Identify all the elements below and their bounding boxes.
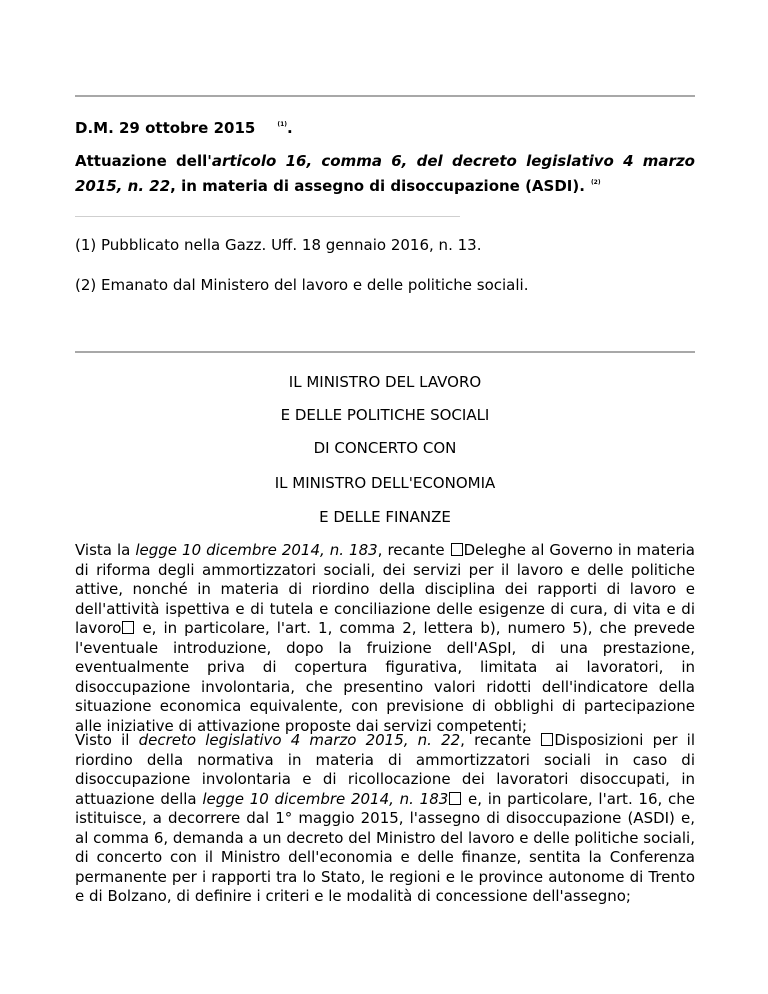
preamble-heading-line: IL MINISTRO DELL'ECONOMIA xyxy=(274,474,496,492)
preamble-paragraph-2: Visto il decreto legislativo 4 marzo 2015, n. 22, recante Disposizioni per il riordino della normativa in materia di ammortizzatori sociali in caso di disoccupazione involontaria e di ricollocazione dei lavoratori disoccupati, in attuazione della legge 10 dicembre 2014, n. 183 e, in particolare, l'art. 16, che istituisce, a decorrere dal 1° maggio 2015, l'assegno di disoccupazione (ASDI) e, al comma 6, demanda a un decreto del Ministro del lavoro e delle politiche sociali, di concerto con il Ministro dell'economia e delle finanze, sentita la Conferenza permanente per i rapporti tra lo Stato, le regioni e le province autonome di Trento e di Bolzano, di definire i criteri e le modalità di concessione dell'assegno; xyxy=(75,731,696,905)
document-title: D.M. 29 ottobre 2015 $^{(1)}$. xyxy=(75,119,293,137)
missing-glyph-icon xyxy=(122,621,134,634)
subtitle-law-link[interactable]: articolo 16, comma 6, del decreto legislativo 4 marzo 2015, n. 22 xyxy=(75,152,695,195)
document-subtitle: Attuazione dell'articolo 16, comma 6, del decreto legislativo 4 marzo 2015, n. 22, in materia di assegno di disoccupazione (ASDI). $^{(2)}$ xyxy=(75,152,695,195)
preamble-heading-line: IL MINISTRO DEL LAVORO xyxy=(288,373,482,391)
notes-divider xyxy=(75,216,460,217)
preamble-paragraph-1: Vista la legge 10 dicembre 2014, n. 183, recante Deleghe al Governo in materia di riforma degli ammortizzatori sociali, dei servizi per il lavoro e delle politiche attive, nonché in materia di riordino della disciplina dei rapporti di lavoro e dell'attività ispettiva e di tutela e conciliazione delle esigenze di cura, di vita e di lavoro e, in particolare, l'art. 1, comma 2, lettera b), numero 5), che prevede l'eventuale introduzione, dopo la fruizione dell'ASpI, di una prestazione, eventualmente priva di copertura figurativa, limitata ai lavoratori, in disoccupazione involontaria, che presentino valori ridotti dell'indicatore della situazione economica equivalente, con previsione di obblighi di partecipazione alle iniziative di attivazione proposte dai servizi competenti; xyxy=(75,541,695,735)
law-link[interactable]: legge 10 dicembre 2014, n. 183 xyxy=(135,541,378,559)
note-ref-1[interactable]: (1) xyxy=(277,121,287,128)
missing-glyph-icon xyxy=(541,733,553,746)
footnote-1: (1) Pubblicato nella Gazz. Uff. 18 gennaio 2016, n. 13. xyxy=(75,236,482,254)
footnote-2: (2) Emanato dal Ministero del lavoro e delle politiche sociali. xyxy=(75,276,529,294)
law-link[interactable]: decreto legislativo 4 marzo 2015, n. 22 xyxy=(138,731,461,749)
note-ref-2[interactable]: (2) xyxy=(590,179,601,186)
preamble-heading-line: E DELLE POLITICHE SOCIALI xyxy=(280,406,490,424)
missing-glyph-icon xyxy=(451,543,463,556)
missing-glyph-icon xyxy=(449,792,461,805)
section-divider xyxy=(75,351,695,353)
preamble-heading-line: E DELLE FINANZE xyxy=(319,508,451,526)
law-link[interactable]: legge 10 dicembre 2014, n. 183 xyxy=(202,789,449,808)
preamble-heading-line: DI CONCERTO CON xyxy=(313,439,457,457)
top-divider xyxy=(75,95,695,97)
